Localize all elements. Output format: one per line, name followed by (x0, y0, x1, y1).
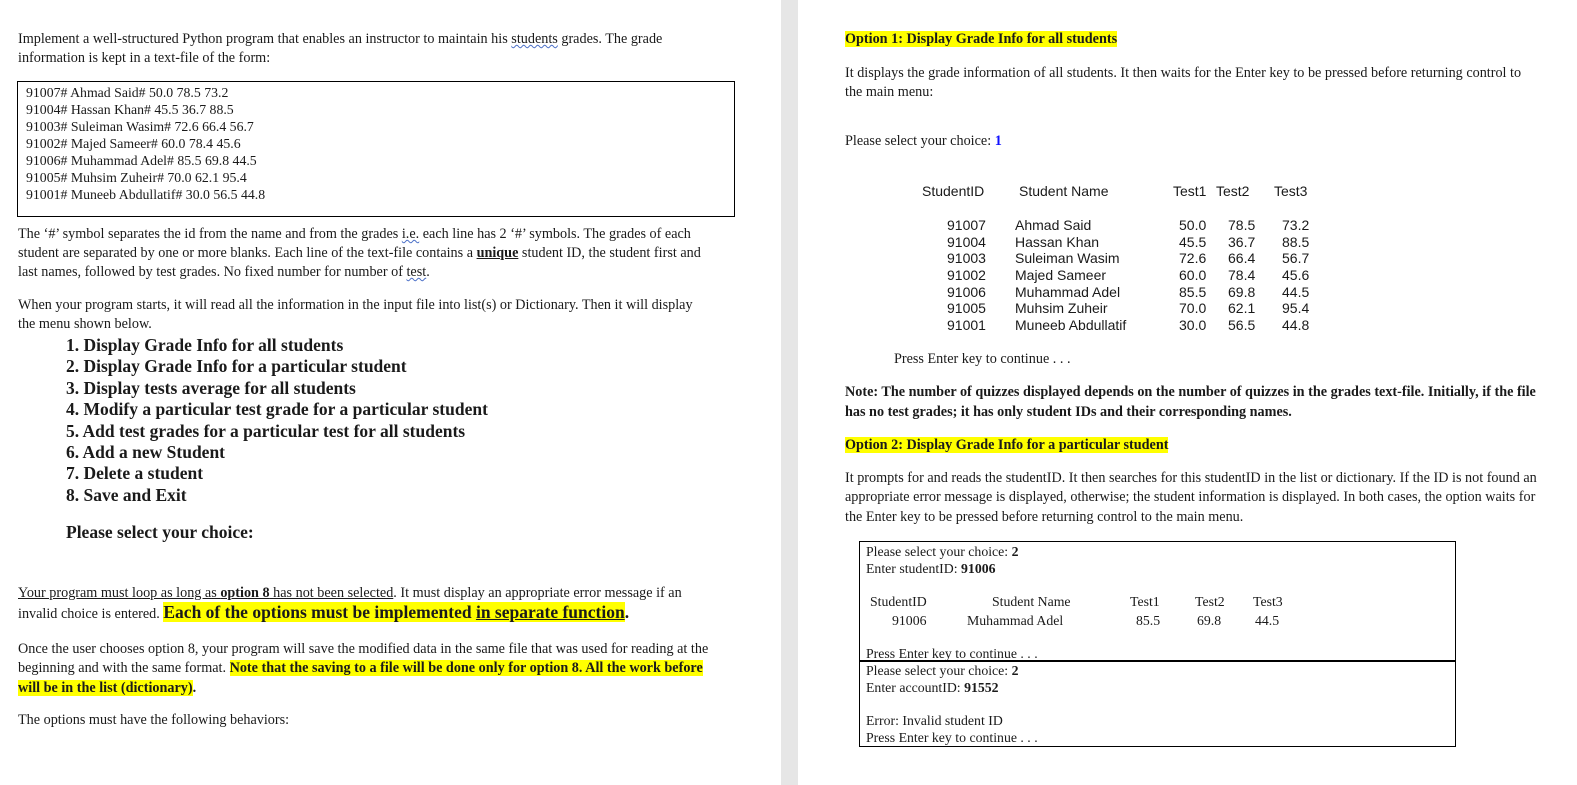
save-note-highlight: Note that the saving to a file will be done only for option 8. All the work before (229, 660, 703, 676)
menu-item: 5. Add test grades for a particular test for all students (66, 420, 466, 441)
note-line-2 (845, 403, 1292, 422)
menu-item: 1. Display Grade Info for all students (66, 335, 344, 355)
save-para-line-2 (18, 659, 703, 678)
menu-item: 7. Delete a student (66, 463, 204, 484)
cell-name: Muhammad Adel (967, 613, 1064, 628)
header-test3: Test3 (1274, 183, 1308, 199)
text: The ‘#’ symbol separates the id from the name and from the grades (18, 226, 402, 242)
cell-t2: 78.4 (1228, 267, 1256, 283)
cell-name: Hassan Khan (1015, 234, 1100, 250)
unique-word: unique (476, 245, 519, 261)
text: Please select your choice: (845, 133, 995, 149)
option-2-desc-line-3: the Enter key to be pressed before returning control to the main menu. (845, 509, 1244, 525)
cell-t2: 69.8 (1228, 284, 1256, 300)
header-test2: Test2 (1195, 594, 1225, 609)
heading-text: Option 2: Display Grade Info for a particular student (845, 437, 1169, 453)
cell-t2: 56.5 (1228, 317, 1256, 333)
menu-list (66, 335, 488, 506)
cell-id: 91001 (947, 317, 986, 333)
cell-id: 91007 (947, 217, 986, 233)
heading-text: Option 1: Display Grade Info for all students (845, 31, 1118, 47)
cell-t2: 66.4 (1228, 250, 1256, 266)
separator-para-line-3 (18, 263, 430, 282)
cell-t1: 60.0 (1179, 267, 1207, 283)
behaviors-line: The options must have the following behaviors: (18, 712, 290, 728)
cell-t3: 88.5 (1282, 234, 1310, 250)
header-student-id: StudentID (870, 594, 927, 609)
text: beginning and with the same format. (18, 660, 230, 676)
text: Enter studentID: (866, 561, 962, 576)
option-1-press-enter: Press Enter key to continue . . . (894, 351, 1071, 367)
cell-t3: 95.4 (1282, 300, 1310, 316)
file-line: 91004# Hassan Khan# 45.5 36.7 88.5 (26, 102, 234, 117)
header-student-name: Student Name (1019, 183, 1109, 199)
startup-para-line-2: the menu shown below. (18, 316, 152, 332)
example-prompt (866, 662, 1018, 679)
text: . (426, 264, 430, 280)
cell-t2: 69.8 (1197, 613, 1222, 628)
cell-name: Ahmad Said (1015, 217, 1092, 233)
text: . It must display an appropriate error message if an (393, 585, 682, 601)
cell-id: 91003 (947, 250, 986, 266)
option-2-heading (845, 436, 1168, 455)
cell-t3: 44.8 (1282, 317, 1310, 333)
example-enter-id (866, 560, 996, 577)
cell-name: Muneeb Abdullatif (1015, 317, 1127, 333)
cell-t1: 50.0 (1179, 217, 1207, 233)
intro-line-2: information is kept in a text-file of the form: (18, 50, 271, 66)
menu-item: 4. Modify a particular test grade for a particular student (66, 399, 488, 420)
test-word: test (406, 264, 427, 280)
note-line-1 (845, 383, 1536, 402)
cell-t3: 45.6 (1282, 267, 1310, 283)
emphasis-text: in separate function (475, 602, 625, 622)
text: Enter accountID: (866, 680, 965, 695)
cell-id: 91006 (892, 613, 927, 628)
example-press-enter: Press Enter key to continue . . . (866, 730, 1038, 745)
text: Please select your choice: (866, 663, 1012, 678)
option-1-desc-line-1: It displays the grade information of all students. It then waits for the Enter key to be pressed before returning control to (845, 65, 1522, 81)
page-left (0, 0, 781, 785)
separator-para-line-2 (18, 244, 701, 263)
text: last names, followed by test grades. No fixed number for number of (18, 264, 407, 280)
menu-item: 6. Add a new Student (66, 442, 226, 463)
cell-t2: 62.1 (1228, 300, 1256, 316)
cell-id: 91002 (947, 267, 986, 283)
example-found-box (859, 541, 1456, 662)
example-prompt (866, 543, 1018, 560)
text: . (192, 680, 197, 696)
loop-para-line-1 (18, 584, 682, 603)
intro-text-end: grades. The grade (557, 31, 663, 47)
cell-id: 91005 (947, 300, 986, 316)
page-right (798, 0, 1577, 785)
error-message: Error: Invalid student ID (866, 713, 1003, 728)
header-test2: Test2 (1216, 183, 1250, 199)
intro-students-word: students (511, 31, 558, 47)
text: each line has 2 ‘#’ symbols. The grades of each (419, 226, 691, 242)
text: student ID, the student first and (518, 245, 701, 261)
cell-t1: 85.5 (1136, 613, 1161, 628)
cell-t1: 70.0 (1179, 300, 1207, 316)
file-line: 91005# Muhsim Zuheir# 70.0 62.1 95.4 (26, 170, 247, 185)
cell-t3: 44.5 (1255, 613, 1280, 628)
menu-prompt: Please select your choice: (66, 522, 254, 542)
intro-line-1 (18, 30, 662, 49)
separator-para-line-1 (18, 225, 691, 244)
header-test1: Test1 (1173, 183, 1207, 199)
cell-t3: 73.2 (1282, 217, 1310, 233)
header-test1: Test1 (1130, 594, 1160, 609)
file-sample-box (17, 81, 735, 217)
save-para-line-3 (18, 679, 196, 698)
example-error-box (859, 660, 1456, 747)
cell-t3: 56.7 (1282, 250, 1310, 266)
cell-t2: 36.7 (1228, 234, 1256, 250)
header-student-name: Student Name (992, 594, 1071, 609)
text: has no test grades; it has only student IDs and their corresponding names. (845, 404, 1292, 420)
option-2-desc-line-1: It prompts for and reads the studentID. It then searches for this studentID in the list or dictionary. If the ID is not found an (845, 470, 1537, 486)
text: Your program must loop as long as (18, 585, 221, 601)
save-para-line-1: Once the user chooses option 8, your program will save the modified data in the same file that was used for reading at the (18, 641, 709, 657)
choice-value: 2 (1011, 544, 1019, 559)
cell-name: Muhsim Zuheir (1015, 300, 1108, 316)
menu-item: 3. Display tests average for all students (66, 377, 356, 398)
text: Note: The number of quizzes displayed depends on the number of quizzes in the grades text-file. Initially, if the file (845, 384, 1536, 400)
example-enter-id (866, 679, 999, 696)
example-press-enter: Press Enter key to continue . . . (866, 646, 1038, 661)
loop-para-line-2 (18, 603, 629, 624)
option-8-text: option 8 (220, 585, 270, 601)
entered-id: 91006 (961, 561, 996, 576)
text: Please select your choice: (866, 544, 1012, 559)
cell-id: 91006 (947, 284, 986, 300)
cell-name: Muhammad Adel (1015, 284, 1121, 300)
option-1-desc-line-2: the main menu: (845, 84, 934, 100)
cell-t1: 45.5 (1179, 234, 1207, 250)
cell-name: Majed Sameer (1015, 267, 1107, 283)
header-test3: Test3 (1253, 594, 1283, 609)
header-student-id: StudentID (922, 183, 985, 199)
startup-para-line-1: When your program starts, it will read all the information in the input file into list(s) or Dictionary. Then it will display (18, 297, 693, 313)
cell-t1: 85.5 (1179, 284, 1207, 300)
cell-t1: 30.0 (1179, 317, 1207, 333)
option-2-desc-line-2: appropriate error message is displayed, otherwise; the student information is displayed. In both cases, the option waits for (845, 489, 1536, 505)
grade-table (798, 0, 1577, 340)
cell-id: 91004 (947, 234, 986, 250)
ie-word: i.e. (401, 226, 420, 242)
file-line: 91001# Muneeb Abdullatif# 30.0 56.5 44.8 (26, 187, 266, 202)
intro-text: Implement a well-structured Python program that enables an instructor to maintain his (18, 31, 512, 47)
save-note-highlight: will be in the list (dictionary) (18, 680, 193, 696)
file-line: 91002# Majed Sameer# 60.0 78.4 45.6 (26, 136, 241, 151)
text: . (624, 602, 630, 622)
entered-id: 91552 (964, 680, 999, 695)
choice-value: 1 (994, 133, 1002, 149)
cell-name: Suleiman Wasim (1015, 250, 1120, 266)
emphasis-text: Each of the options must be implemented (163, 602, 476, 622)
choice-value: 2 (1011, 663, 1019, 678)
file-line: 91003# Suleiman Wasim# 72.6 66.4 56.7 (26, 119, 254, 134)
cell-t1: 72.6 (1179, 250, 1207, 266)
cell-t2: 78.5 (1228, 217, 1256, 233)
file-line: 91006# Muhammad Adel# 85.5 69.8 44.5 (26, 153, 257, 168)
cell-t3: 44.5 (1282, 284, 1310, 300)
text: invalid choice is entered. (18, 606, 164, 622)
menu-item: 2. Display Grade Info for a particular student (66, 356, 407, 377)
text: student are separated by one or more blanks. Each line of the text-file contains a (18, 245, 477, 261)
file-line: 91007# Ahmad Said# 50.0 78.5 73.2 (26, 85, 229, 100)
menu-item: 8. Save and Exit (66, 484, 187, 505)
text: has not been selected (269, 585, 394, 601)
